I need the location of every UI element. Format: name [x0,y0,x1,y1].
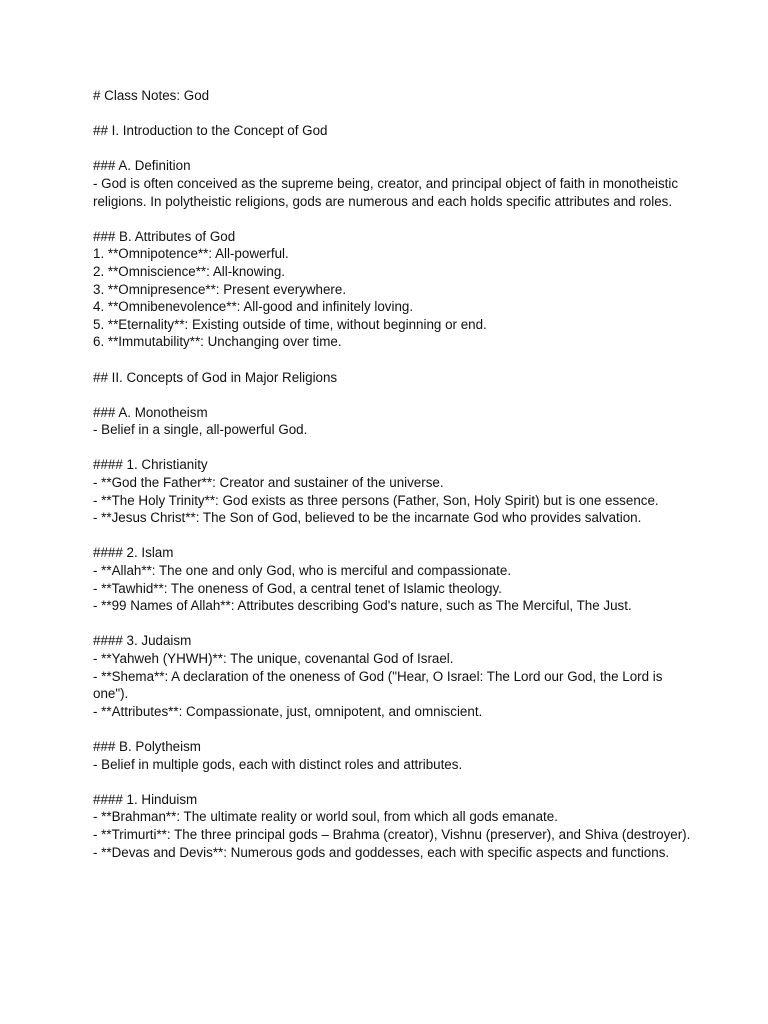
list-item: - **Trimurti**: The three principal gods – Brahma (creator), Vishnu (preserver), and Shiva (destroyer). [93,826,691,842]
spacer [93,210,693,228]
subheading-islam: #### 2. Islam [93,545,174,561]
list-item: - **99 Names of Allah**: Attributes describing God's nature, such as The Merciful, The Just. [93,598,632,614]
spacer [93,773,693,791]
subheading-christianity: #### 1. Christianity [93,457,208,473]
list-item: 2. **Omniscience**: All-knowing. [93,263,286,279]
list-item: - **Jesus Christ**: The Son of God, believed to be the incarnate God who provides salvation. [93,510,642,526]
list-item: 6. **Immutability**: Unchanging over time. [93,334,342,350]
list-item: 3. **Omnipresence**: Present everywhere. [93,281,347,297]
monotheism-text: - Belief in a single, all-powerful God. [93,422,308,438]
subheading-attributes: ### B. Attributes of God [93,228,236,244]
spacer [93,615,693,633]
list-item: - **Shema**: A declaration of the oneness of God ("Hear, O Israel: The Lord our God, the Lord is one"). [93,668,667,702]
document-title: # Class Notes: God [93,88,210,103]
section-heading-intro: ## I. Introduction to the Concept of God [93,123,328,139]
list-item: - **The Holy Trinity**: God exists as three persons (Father, Son, Holy Spirit) but is one essence. [93,492,659,508]
polytheism-text: - Belief in multiple gods, each with distinct roles and attributes. [93,756,463,772]
subheading-monotheism: ### A. Monotheism [93,404,208,420]
list-item: - **God the Father**: Creator and sustainer of the universe. [93,475,444,491]
subheading-judaism: #### 3. Judaism [93,633,192,649]
subheading-hinduism: #### 1. Hinduism [93,791,198,807]
list-item: - **Attributes**: Compassionate, just, omnipotent, and omniscient. [93,703,483,719]
subheading-definition: ### A. Definition [93,158,191,174]
list-item: 1. **Omnipotence**: All-powerful. [93,246,289,262]
list-item: - **Devas and Devis**: Numerous gods and goddesses, each with specific aspects and functions. [93,844,670,860]
spacer [93,439,693,457]
spacer [93,351,693,369]
spacer [93,720,693,738]
list-item: - **Allah**: The one and only God, who is merciful and compassionate. [93,563,512,579]
list-item: - **Tawhid**: The oneness of God, a central tenet of Islamic theology. [93,580,502,596]
list-item: 4. **Omnibenevolence**: All-good and infinitely loving. [93,299,414,315]
list-item: - **Brahman**: The ultimate reality or world soul, from which all gods emanate. [93,809,558,825]
spacer [93,527,693,545]
list-item: - **Yahweh (YHWH)**: The unique, covenantal God of Israel. [93,651,454,666]
spacer [93,105,693,123]
document-page [93,87,693,861]
definition-text: - God is often conceived as the supreme being, creator, and principal object of faith in monotheistic religions. In polytheistic religions, gods are numerous and each holds specific attributes and roles. [93,175,682,209]
spacer [93,386,693,404]
subheading-polytheism: ### B. Polytheism [93,738,201,754]
section-heading-concepts: ## II. Concepts of God in Major Religions [93,369,338,385]
list-item: 5. **Eternality**: Existing outside of time, without beginning or end. [93,316,487,332]
spacer [93,140,693,158]
